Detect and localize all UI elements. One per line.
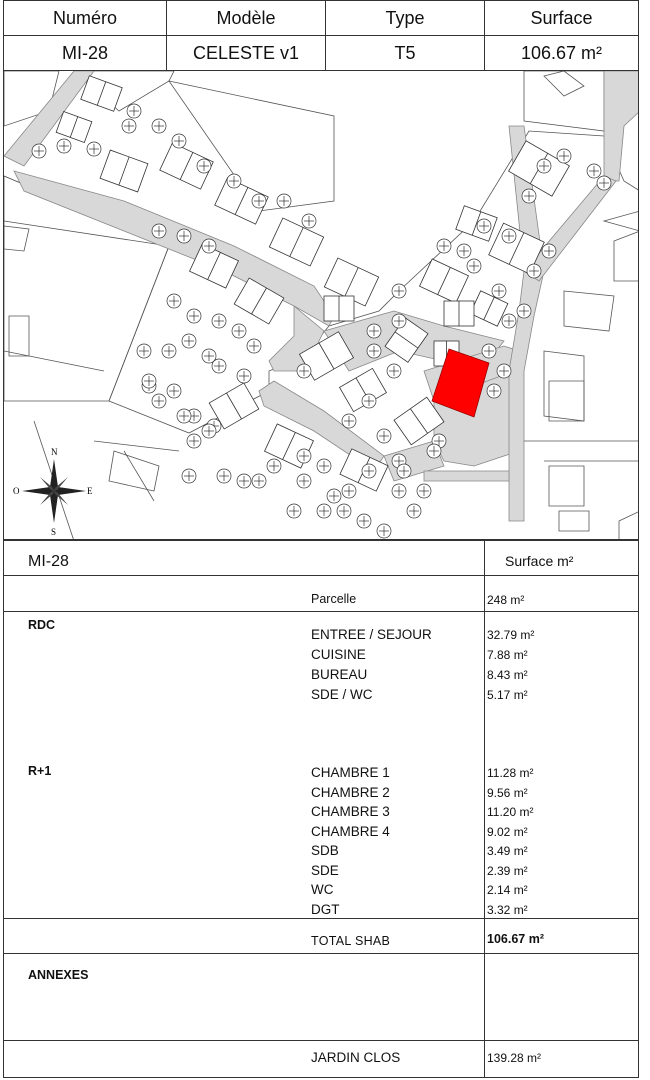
room-label: CUISINE [311, 647, 366, 662]
parcelle-value: 248 m² [487, 593, 525, 607]
room-surface: 3.49 m² [487, 844, 528, 858]
room-surface: 11.20 m² [487, 805, 534, 819]
room-label: CHAMBRE 1 [311, 765, 390, 780]
col-type-header: Type [326, 1, 485, 36]
room-label: SDE [311, 862, 339, 878]
r1-title: R+1 [28, 764, 52, 778]
numero-value: MI-28 [4, 36, 167, 71]
room-surface: 9.02 m² [487, 824, 528, 839]
col-numero-header: Numéro [4, 1, 167, 36]
room-surface: 5.17 m² [487, 688, 528, 702]
site-plan [3, 70, 639, 540]
compass-s: S [51, 527, 57, 537]
surface-value: 106.67 m² [485, 36, 639, 71]
rdc-title: RDC [28, 618, 56, 632]
parcelle-label: Parcelle [311, 592, 357, 606]
jardin-label: JARDIN CLOS [311, 1050, 401, 1065]
total-value: 106.67 m² [487, 932, 544, 946]
room-surface: 11.28 m² [487, 766, 534, 780]
col-surface-header: Surface [485, 1, 639, 36]
room-surface: 2.39 m² [487, 863, 528, 878]
lot-number: MI-28 [28, 553, 69, 570]
room-label: ENTREE / SEJOUR [311, 627, 432, 642]
total-label: TOTAL SHAB [311, 934, 391, 948]
room-label: CHAMBRE 2 [311, 784, 390, 800]
room-label: CHAMBRE 3 [311, 804, 390, 819]
roads [4, 71, 639, 521]
room-surface: 7.88 m² [487, 648, 528, 662]
compass-o: O [13, 486, 20, 496]
compass-rose [13, 447, 93, 537]
room-label: SDB [311, 843, 339, 858]
room-label: CHAMBRE 4 [311, 823, 390, 839]
modele-value: CELESTE v1 [167, 36, 326, 71]
annexes-title: ANNEXES [28, 968, 89, 982]
room-surface: 2.14 m² [487, 883, 528, 897]
col-modele-header: Modèle [167, 1, 326, 36]
room-surface: 9.56 m² [487, 785, 528, 800]
room-label: DGT [311, 901, 340, 917]
jardin-value: 139.28 m² [487, 1051, 542, 1065]
room-surface: 3.32 m² [487, 902, 528, 917]
type-value: T5 [326, 36, 485, 71]
compass-e: E [87, 486, 93, 496]
surface-column-header: Surface m² [505, 553, 574, 569]
header-table [3, 0, 639, 70]
room-label: SDE / WC [311, 687, 373, 702]
room-surface: 8.43 m² [487, 668, 528, 682]
room-surface: 32.79 m² [487, 628, 535, 642]
room-label: WC [311, 882, 334, 897]
room-label: BUREAU [311, 667, 368, 682]
compass-n: N [51, 447, 58, 457]
